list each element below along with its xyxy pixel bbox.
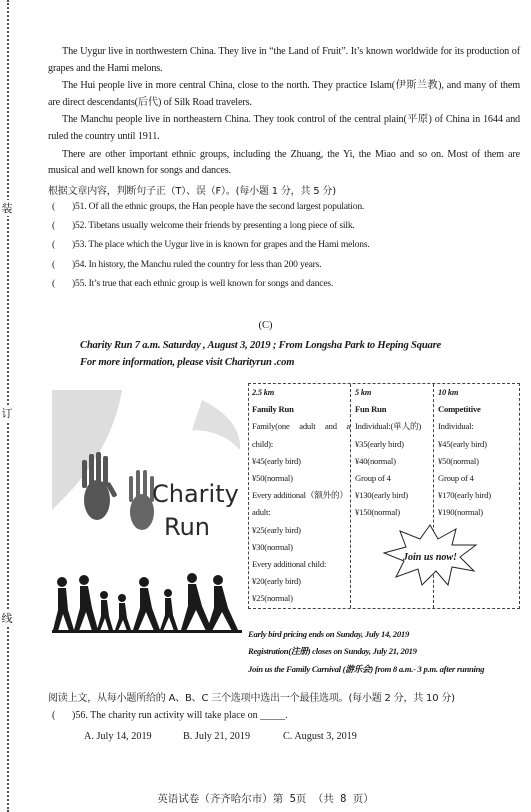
event-title: Family Run	[252, 404, 294, 415]
price-line: ¥35(early bird)	[355, 438, 404, 449]
price-line: adult:	[252, 507, 271, 518]
answer-paren: (	[52, 239, 55, 251]
price-line: Every additional child:	[252, 559, 327, 570]
tf-instruction: 根据文章内容，判断句子正（T）、误（F）。(每小题 1 分，共 5 分)	[48, 185, 336, 197]
price-line: ¥45(early bird)	[252, 455, 301, 466]
charity-headline	[80, 337, 441, 371]
answer-paren: (	[52, 258, 55, 270]
price-line: ¥190(normal)	[438, 507, 483, 518]
join-us-starburst	[382, 523, 478, 587]
price-line: Every additional（额外的）	[252, 490, 348, 501]
question-text: )52. Tibetans usually welcome their friends by presenting a long piece of silk.	[72, 220, 355, 232]
headline-line-1: Charity Run 7 a.m. Saturday , August 3, 2019 ; From Longsha Park to Heping Square	[80, 340, 442, 351]
price-line: Group of 4	[355, 473, 391, 484]
answer-paren: (	[52, 277, 55, 289]
distance-label: 5 km	[355, 388, 372, 397]
answer-paren: (	[52, 200, 55, 212]
headline-line-2: For more information, please visit Charityrun .com	[80, 357, 295, 368]
price-line: ¥25(early bird)	[252, 524, 301, 535]
runners-silhouette-icon	[52, 573, 242, 633]
price-line: Group of 4	[438, 473, 474, 484]
poster-title-line-1: Charity	[152, 480, 239, 508]
paragraph-hui: The Hui people live in more central China, close to the north. They practice Islam(伊斯兰教), and many of them are direct descendants(后代) of Silk Road travelers.	[48, 80, 520, 108]
tf-question-51[interactable]	[48, 197, 520, 216]
distance-label: 10 km	[438, 388, 459, 397]
price-line: ¥170(early bird)	[438, 490, 491, 501]
distance-label: 2.5 km	[252, 388, 275, 397]
price-line: ¥45(early bird)	[438, 438, 487, 449]
handprint-icon-right	[129, 470, 154, 530]
section-c-title: (C)	[258, 320, 273, 331]
tf-question-53[interactable]	[48, 235, 520, 254]
answer-paren: (	[52, 710, 56, 721]
question-text: )55. It’s true that each ethnic group is well known for songs and dances.	[72, 277, 334, 289]
passage-b	[48, 44, 520, 293]
table-divider	[350, 384, 351, 608]
answer-paren: (	[52, 220, 55, 232]
price-line: ¥30(normal)	[252, 541, 293, 552]
charity-run-illustration	[52, 390, 242, 640]
price-line: ¥25(normal)	[252, 593, 293, 604]
price-line: Individual:(单人的)	[355, 421, 422, 432]
event-title: Fun Run	[355, 404, 387, 415]
event-notes	[248, 626, 484, 678]
page-footer: 英语试卷（齐齐哈尔市）第 5页 （共 8 页）	[157, 793, 374, 805]
poster-artwork	[52, 390, 242, 640]
paragraph-others: There are other important ethnic groups, including the Zhuang, the Yi, the Miao and so on. Most of them are musical and well known for songs and dances.	[48, 148, 520, 177]
price-line: ¥130(early bird)	[355, 490, 408, 501]
price-line: Family(one adult and a	[252, 421, 350, 432]
starburst-icon	[382, 523, 478, 587]
poster-title-line-2: Run	[164, 513, 211, 541]
price-line: child):	[252, 438, 274, 449]
tf-question-54[interactable]	[48, 255, 520, 274]
price-line: Individual:	[438, 421, 474, 432]
question-text: )56. The charity run activity will take place on _____.	[72, 710, 288, 721]
price-line: ¥40(normal)	[355, 455, 396, 466]
option-a[interactable]: A. July 14, 2019	[84, 731, 152, 742]
note-registration: Registration(注册) closes on Sunday, July 21, 2019	[248, 646, 417, 657]
note-carnival: Join us the Family Carnival (游乐会) from 8 a.m.- 3 p.m. after running	[248, 663, 485, 674]
tf-question-list	[48, 197, 520, 293]
paragraph-manchu: The Manchu people live in northeastern China. They took control of the central plain(平原) of China in 1644 and ruled the country until 1911.	[48, 114, 520, 142]
binding-label-xian: 线	[1, 612, 13, 625]
price-line: ¥20(early bird)	[252, 576, 301, 587]
option-b[interactable]: B. July 21, 2019	[183, 731, 251, 742]
question-text: )54. In history, the Manchu ruled the country for less than 200 years.	[72, 258, 322, 270]
join-us-text: Join us now!	[403, 552, 457, 563]
tf-question-52[interactable]	[48, 216, 520, 235]
binding-label-ding: 订	[1, 407, 13, 420]
option-c[interactable]: C. August 3, 2019	[283, 731, 357, 742]
price-line: ¥150(normal)	[355, 507, 400, 518]
paragraph-uygur: The Uygur live in northwestern China. They live in “the Land of Fruit”. It’s known worldwide for its production of grapes and the Hami melons.	[48, 46, 520, 74]
event-title: Competitive	[438, 404, 481, 415]
question-text: )53. The place which the Uygur live in is known for grapes and the Hami melons.	[72, 239, 370, 251]
binding-margin	[0, 0, 18, 812]
question-text: )51. Of all the ethnic groups, the Han people have the second largest population.	[72, 200, 365, 212]
mc-instruction: 阅读上文，从每小题所给的 A、B、C 三个选项中选出一个最佳选项。(每小题 2 分，共 10 分)	[48, 693, 455, 704]
binding-label-zhuang: 装	[1, 202, 13, 215]
tf-question-55[interactable]	[48, 274, 520, 293]
note-early-bird: Early bird pricing ends on Sunday, July 14, 2019	[248, 629, 409, 639]
price-line: ¥50(normal)	[252, 473, 293, 484]
price-line: ¥50(normal)	[438, 455, 479, 466]
family-run-column	[252, 384, 350, 608]
